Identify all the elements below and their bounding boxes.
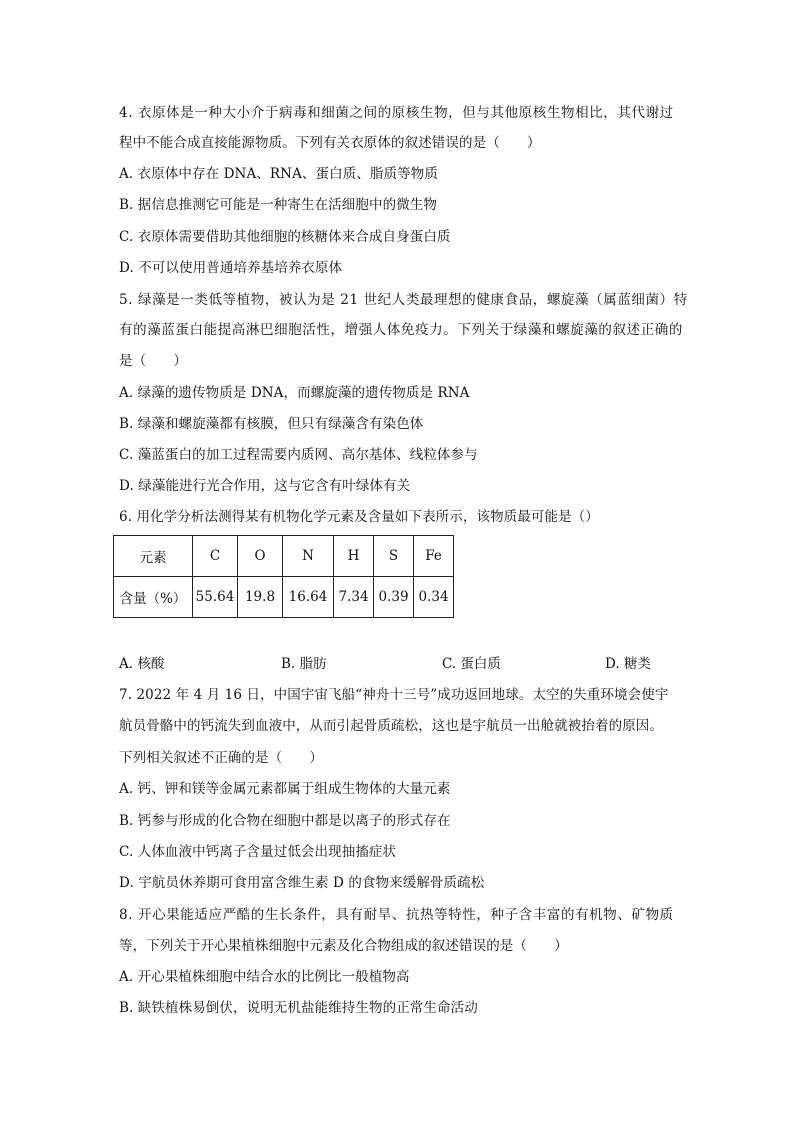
q7-stem-line1: 7. 2022 年 4 月 16 日，中国宇宙飞船“神舟十三号”成功返回地球。太空的失重环境会使宇 bbox=[119, 687, 669, 703]
q7-stem-line3: 下列相关叙述不正确的是（ ） bbox=[119, 750, 323, 766]
q7-option-b: B. 钙参与形成的化合物在细胞中都是以离子的形式存在 bbox=[119, 813, 451, 829]
table-cell: 元素 bbox=[114, 536, 193, 577]
q6-option-c: C. 蛋白质 bbox=[442, 656, 501, 672]
q4-option-c: C. 衣原体需要借助其他细胞的核糖体来合成自身蛋白质 bbox=[119, 229, 451, 245]
q6-option-b: B. 脂肪 bbox=[281, 656, 327, 672]
q7-option-d: D. 宇航员休养期可食用富含维生素 D 的食物来缓解骨质疏松 bbox=[119, 875, 485, 891]
table-cell: 55.64 bbox=[193, 577, 238, 618]
table-cell: H bbox=[334, 536, 374, 577]
table-cell: 含量（%） bbox=[114, 577, 193, 618]
q4-stem-line1: 4. 衣原体是一种大小介于病毒和细菌之间的原核生物，但与其他原核生物相比，其代谢过 bbox=[119, 105, 674, 121]
q6-stem: 6. 用化学分析法测得某有机物化学元素及含量如下表所示，该物质最可能是（） bbox=[119, 509, 599, 525]
table-cell: 0.34 bbox=[414, 577, 454, 618]
q8-stem-line1: 8. 开心果能适应严酷的生长条件，具有耐旱、抗热等特性，种子含丰富的有机物、矿物质 bbox=[119, 907, 674, 923]
q5-stem-line1: 5. 绿藻是一类低等植物，被认为是 21 世纪人类最理想的健康食品，螺旋藻（属蓝细菌）特 bbox=[119, 292, 688, 308]
table-cell: O bbox=[238, 536, 283, 577]
q4-option-b: B. 据信息推测它可能是一种寄生在活细胞中的微生物 bbox=[119, 197, 438, 213]
table-row bbox=[114, 577, 454, 618]
q4-option-d: D. 不可以使用普通培养基培养衣原体 bbox=[119, 260, 343, 276]
q5-option-a: A. 绿藻的遗传物质是 DNA，而螺旋藻的遗传物质是 RNA bbox=[119, 385, 470, 401]
q8-option-a: A. 开心果植株细胞中结合水的比例比一般植物高 bbox=[119, 969, 410, 985]
table-cell: C bbox=[193, 536, 238, 577]
q5-stem-line3: 是（ ） bbox=[119, 353, 187, 369]
q6-option-a: A. 核酸 bbox=[119, 656, 165, 672]
q7-option-a: A. 钙、钾和镁等金属元素都属于组成生物体的大量元素 bbox=[119, 781, 451, 797]
table-cell: Fe bbox=[414, 536, 454, 577]
table-cell: N bbox=[283, 536, 334, 577]
table-cell: 19.8 bbox=[238, 577, 283, 618]
table-cell: 7.34 bbox=[334, 577, 374, 618]
q6-option-d: D. 糖类 bbox=[605, 656, 651, 672]
q7-option-c: C. 人体血液中钙离子含量过低会出现抽搐症状 bbox=[119, 844, 397, 860]
q5-option-d: D. 绿藻能进行光合作用，这与它含有叶绿体有关 bbox=[119, 478, 411, 494]
q4-option-a: A. 衣原体中存在 DNA、RNA、蛋白质、脂质等物质 bbox=[119, 166, 438, 182]
q5-option-b: B. 绿藻和螺旋藻都有核膜，但只有绿藻含有染色体 bbox=[119, 416, 424, 432]
q8-stem-line2: 等，下列关于开心果植株细胞中元素及化合物组成的叙述错误的是（ ） bbox=[119, 938, 568, 954]
table-cell: 16.64 bbox=[283, 577, 334, 618]
q5-option-c: C. 藻蓝蛋白的加工过程需要内质网、高尔基体、线粒体参与 bbox=[119, 447, 478, 463]
element-content-table bbox=[113, 535, 454, 618]
table-header-row bbox=[114, 536, 454, 577]
q7-stem-line2: 航员骨骼中的钙流失到血液中，从而引起骨质疏松，这也是宇航员一出舱就被抬着的原因。 bbox=[119, 718, 663, 734]
table-cell: 0.39 bbox=[374, 577, 414, 618]
q8-option-b: B. 缺铁植株易倒伏，说明无机盐能维持生物的正常生命活动 bbox=[119, 1000, 478, 1016]
table-cell: S bbox=[374, 536, 414, 577]
q4-stem-line2: 程中不能合成直接能源物质。下列有关衣原体的叙述错误的是（ ） bbox=[119, 135, 541, 151]
q5-stem-line2: 有的藻蓝蛋白能提高淋巴细胞活性，增强人体免疫力。下列关于绿藻和螺旋藻的叙述正确的 bbox=[119, 322, 683, 338]
